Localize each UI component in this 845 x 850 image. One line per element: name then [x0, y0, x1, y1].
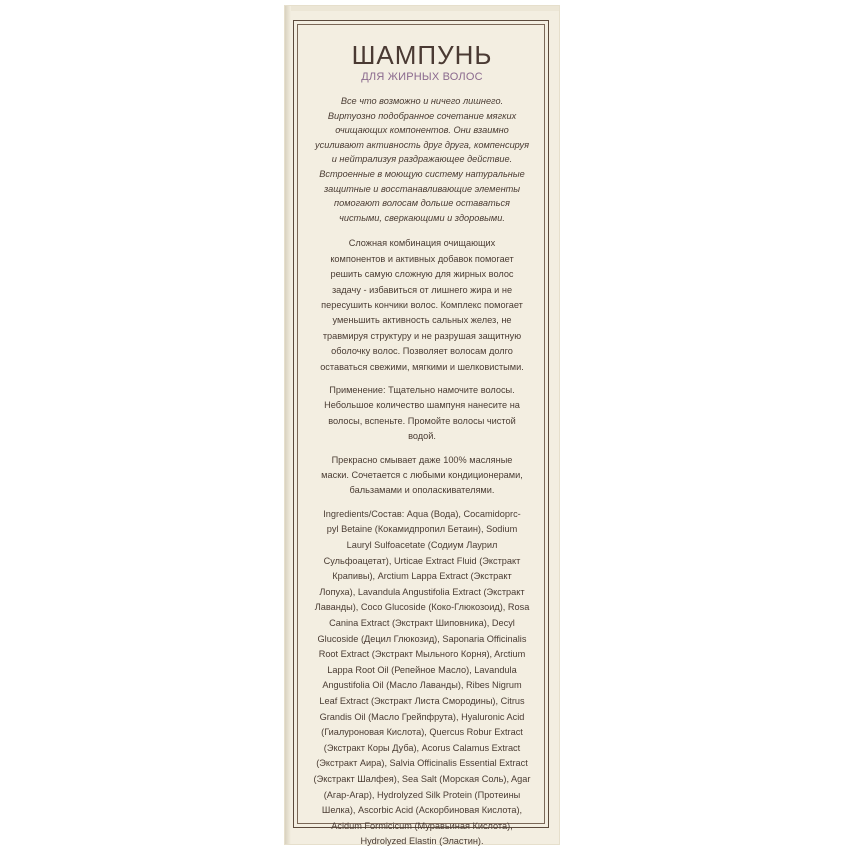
ingredients-line: Angustifolia Oil (Масло Лаванды), Ribes Nigrum: [322, 680, 522, 691]
description-line: оболочку волос. Позволяет волосам долго: [331, 346, 513, 357]
description-text: [307, 236, 537, 375]
intro-line: защитные и восстанавливающие элементы: [323, 183, 521, 194]
label-content: [307, 36, 537, 850]
ingredients-line: (Экстракт Аира), Salvia Officinalis Essential Extract: [316, 758, 528, 769]
usage-text: [307, 383, 537, 445]
intro-line: Встроенные в моющую систему натуральные: [319, 168, 525, 179]
usage-line: Небольшое количество шампуня нанесите на: [324, 400, 520, 411]
ingredients-line: Grandis Oil (Масло Грейпфрута), Hyaluronic Acid: [319, 711, 525, 722]
ingredients-line: (Экстракт Коры Дуба), Acorus Calamus Extract: [323, 742, 521, 753]
ingredients-line: (Агар-Агар), Hydrolyzed Silk Protein (Протеины: [323, 789, 521, 800]
usage-line: водой.: [408, 431, 436, 442]
ingredients-line: Сульфоацетат), Urticae Extract Fluid (Экстракт: [323, 555, 521, 566]
ingredients-line: (Гиалуроновая Кислота), Quercus Robur Extract: [321, 727, 523, 738]
intro-line: Все что возможно и ничего лишнего.: [340, 96, 504, 106]
intro-line: чистыми, сверкающими и здоровыми.: [339, 212, 505, 223]
ingredients-line: Лопуха), Lavandula Angustifolia Extract (Экстракт: [319, 586, 525, 597]
ingredients-line: Hydrolyzed Elastin (Эластин).: [360, 836, 484, 847]
ingredients-line: Крапивы), Arctium Lappa Extract (Экстракт: [332, 571, 512, 582]
ingredients-text: [307, 507, 537, 850]
product-subtitle: ДЛЯ ЖИРНЫХ ВОЛОС: [361, 71, 483, 83]
ingredients-line: (Экстракт Шалфея), Sea Salt (Морская Соль), Agar: [313, 773, 531, 784]
ingredients-line: Acidum Formicicum (Муравьиная Кислота),: [331, 820, 513, 831]
ingredients-line: Glucoside (Децил Глюкозид), Saponaria Officinalis: [317, 633, 527, 644]
intro-line: и нейтрализуя раздражающее действие.: [331, 154, 513, 165]
intro-line: усиливают активность друг друга, компенсируя: [315, 139, 529, 150]
ingredients-line: Lappa Root Oil (Репейное Масло), Lavandula: [327, 664, 517, 675]
ingredients-line: Шелка), Ascorbic Acid (Аскорбиновая Кислота),: [321, 805, 523, 816]
description-line: пересушить кончики волос. Комплекс помогает: [321, 299, 523, 310]
description-line: Сложная комбинация очищающих: [348, 238, 496, 249]
compat-line: Прекрасно смывает даже 100% масляные: [331, 454, 513, 465]
ingredients-line: Ingredients/Состав: Aqua (Вода), Cocamidoprc-: [323, 508, 521, 519]
ingredients-line: Canina Extract (Экстракт Шиповника), Decyl: [329, 618, 515, 628]
ingredients-line: pyl Betaine (Кокамидпропил Бетаин), Sodium: [326, 524, 518, 535]
box-top-edge: [285, 6, 559, 11]
description-line: травмируя структуру и не разрушая защитную: [322, 330, 522, 341]
intro-line: Виртуозно подобранное сочетание мягких: [327, 110, 517, 121]
compat-line: маски. Сочетается с любыми кондиционерами,: [321, 470, 523, 481]
usage-line: волосы, вспеньте. Промойте волосы чистой: [328, 415, 516, 426]
description-line: решить самую сложную для жирных волос: [330, 269, 514, 280]
description-line: задачу - избавиться от лишнего жира и не: [331, 284, 513, 295]
intro-line: очищающих компонентов. Они взаимно: [335, 125, 509, 136]
box-side-shadow: [285, 6, 291, 844]
compatibility-text: [307, 453, 537, 499]
usage-line: Применение: Тщательно намочите волосы.: [329, 385, 515, 395]
ingredients-line: Root Extract (Экстракт Мыльного Корня), Arctium: [318, 649, 526, 660]
compat-line: бальзамами и ополаскивателями.: [349, 485, 495, 496]
description-line: оставаться свежими, мягкими и шелковистыми.: [320, 361, 524, 372]
shampoo-box-back: [285, 6, 559, 847]
ingredients-line: Lauryl Sulfoacetate (Содиум Лаурил: [346, 540, 498, 551]
product-title: ШАМПУНЬ: [351, 40, 493, 70]
intro-line: помогают волосам дольше оставаться: [334, 198, 510, 209]
description-line: уменьшить активность сальных желез, не: [332, 315, 512, 326]
ingredients-line: Leaf Extract (Экстракт Листа Смородины), Citrus: [319, 695, 525, 706]
ingredients-line: Лаванды), Coco Glucoside (Коко-Глюкозоид), Rosa: [314, 602, 530, 613]
description-line: компонентов и активных добавок помогает: [330, 253, 514, 264]
intro-text: [307, 94, 537, 225]
